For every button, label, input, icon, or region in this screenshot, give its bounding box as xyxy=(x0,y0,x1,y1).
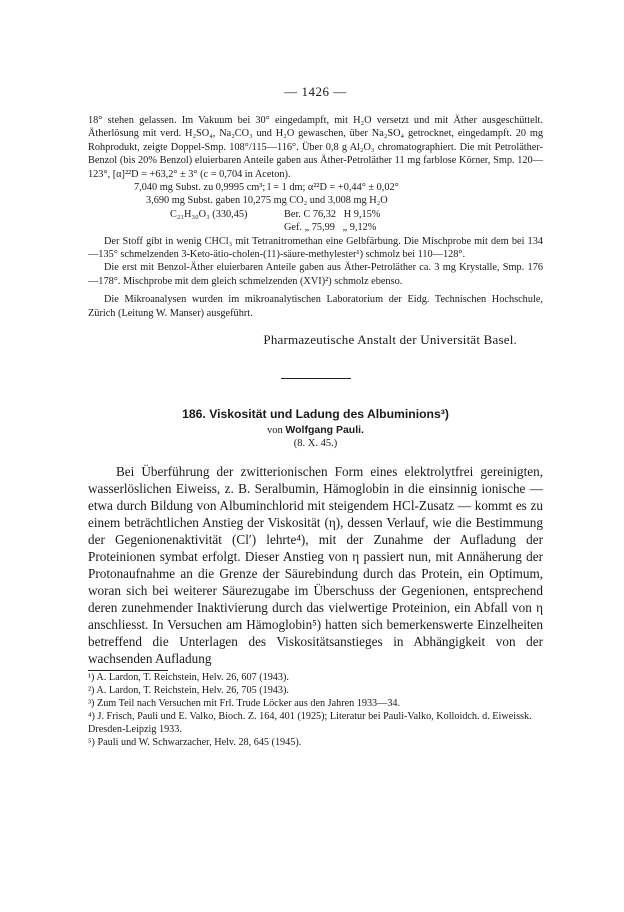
found-values: Gef. „ 75,99 „ 9,12% xyxy=(284,222,377,234)
analysis-found-row xyxy=(88,221,543,234)
analysis-calculated-row xyxy=(88,208,543,221)
paragraph-crystals: Die erst mit Benzol-Äther eluierbaren Anteile gaben aus Äther-Petroläther ca. 3 mg Krystalle, Smp. 176—178°. Mischprobe mit dem gleich schmelzenden (XVI)²) schmolz ebenso. xyxy=(88,262,543,287)
article-body xyxy=(88,463,543,667)
combustion-analysis: 3,690 mg Subst. gaben 10,275 mg CO₂ und 3,008 mg H₂O xyxy=(146,195,388,207)
article-title: 186. Viskosität und Ladung des Albuminions³) xyxy=(182,407,449,422)
footnotes xyxy=(88,671,543,749)
rotation-measurement: 7,040 mg Subst. zu 0,9995 cm³; l = 1 dm; α²²D = +0,44° ± 0,02° xyxy=(134,182,399,194)
body-paragraph: Bei Überführung der zwitterionischen Form eines elektrolytfrei gereinigten, wasserlöslichen Eiweiss, z. B. Seralbumin, Hämoglobin in die einsinnig ionische — etwa durch Bildung von Albuminchlorid mit steigendem HCl-Zusatz — kommt es zu einem beträchtlichen Anstieg der Viskosität (η), dessen Verlauf, wie die Bestimmung der Gegenionenaktivität (Cl′) lehrte⁴), mit der Zunahme der Aufladung der Proteinionen symbat erfolgt. Dieser Anstieg von η passiert nun, mit Annäherung der Protonaufnahme an die Grenze der Säurebindung durch das Protein, ein Optimum, woran sich bei weiterer Säurezugabe im Überschuss der Gegenionen, entsprechend deren zunehmender Inaktivierung durch das vielwertige Proteinion, ein Abfall von η anschliesst. In Versuchen am Hämoglobin⁵) hatten sich bemerkenswerte Einzelheiten betreffend die Unterlagen des Viskositätsanstieges in Abhängigkeit von der wachsenden Aufladung xyxy=(88,464,543,667)
paragraph-microanalysis: Die Mikroanalysen wurden im mikroanalytischen Laboratorium der Eidg. Technischen Hochschule, Zürich (Leitung W. Manser) ausgeführt. xyxy=(88,294,543,319)
footnote-3: ³) Zum Teil nach Versuchen mit Frl. Trude Löcker aus den Jahren 1933—34. xyxy=(88,698,401,710)
footnote-5: ⁵) Pauli und W. Schwarzacher, Helv. 28, 645 (1945). xyxy=(88,737,302,749)
byline-prefix: von xyxy=(267,425,283,437)
institution-affiliation: Pharmazeutische Anstalt der Universität Basel. xyxy=(263,332,517,348)
section-divider xyxy=(281,378,351,379)
calculated-values: Ber. C 76,32 H 9,15% xyxy=(284,208,381,220)
molecular-formula: C₂₁H₃₀O₃ (330,45) xyxy=(170,208,248,220)
author-name: Wolfgang Pauli. xyxy=(285,424,364,437)
experimental-section xyxy=(88,114,543,320)
top-paragraph: 18° stehen gelassen. Im Vakuum bei 30° eingedampft, mit H₂O versetzt und mit Äther ausgeschüttelt. Ätherlösung mit verd. H₂SO₄, Na₂CO₃ und H₂O gewaschen, über Na₂SO₄ getrocknet, eingedampft. 20 mg Rohprodukt, zeigte Doppel-Smp. 108°/115—116°. Über 0,8 g Al₂O₃ chromatographiert. Die mit Petroläther-Benzol (bis 20% Benzol) eluierbaren Anteile gaben aus Äther-Petroläther 11 mg farblose Körner, Smp. 120—123°, [α]²²D = +63,2° ± 3° (c = 0,704 in Aceton). xyxy=(88,115,543,180)
document-page xyxy=(88,84,543,749)
paragraph-color-reaction: Der Stoff gibt in wenig CHCl₃ mit Tetranitromethan eine Gelbfärbung. Die Mischprobe mit dem bei 134—135° schmelzenden 3-Keto-ätio-cholen-(11)-säure-methylester¹) schmolz bei 110—128°. xyxy=(88,235,543,261)
page-number: — 1426 — xyxy=(284,84,347,99)
footnote-2: ²) A. Lardon, T. Reichstein, Helv. 26, 705 (1943). xyxy=(88,685,289,697)
footnote-4: ⁴) J. Frisch, Pauli und E. Valko, Bioch. Z. 164, 401 (1925); Literatur bei Pauli-Valko, Kolloidch. d. Eiweissk. Dresden-Leipzig 1933. xyxy=(88,711,532,736)
footnote-1: ¹) A. Lardon, T. Reichstein, Helv. 26, 607 (1943). xyxy=(88,672,289,684)
submission-date: (8. X. 45.) xyxy=(293,438,338,450)
byline xyxy=(88,424,543,436)
